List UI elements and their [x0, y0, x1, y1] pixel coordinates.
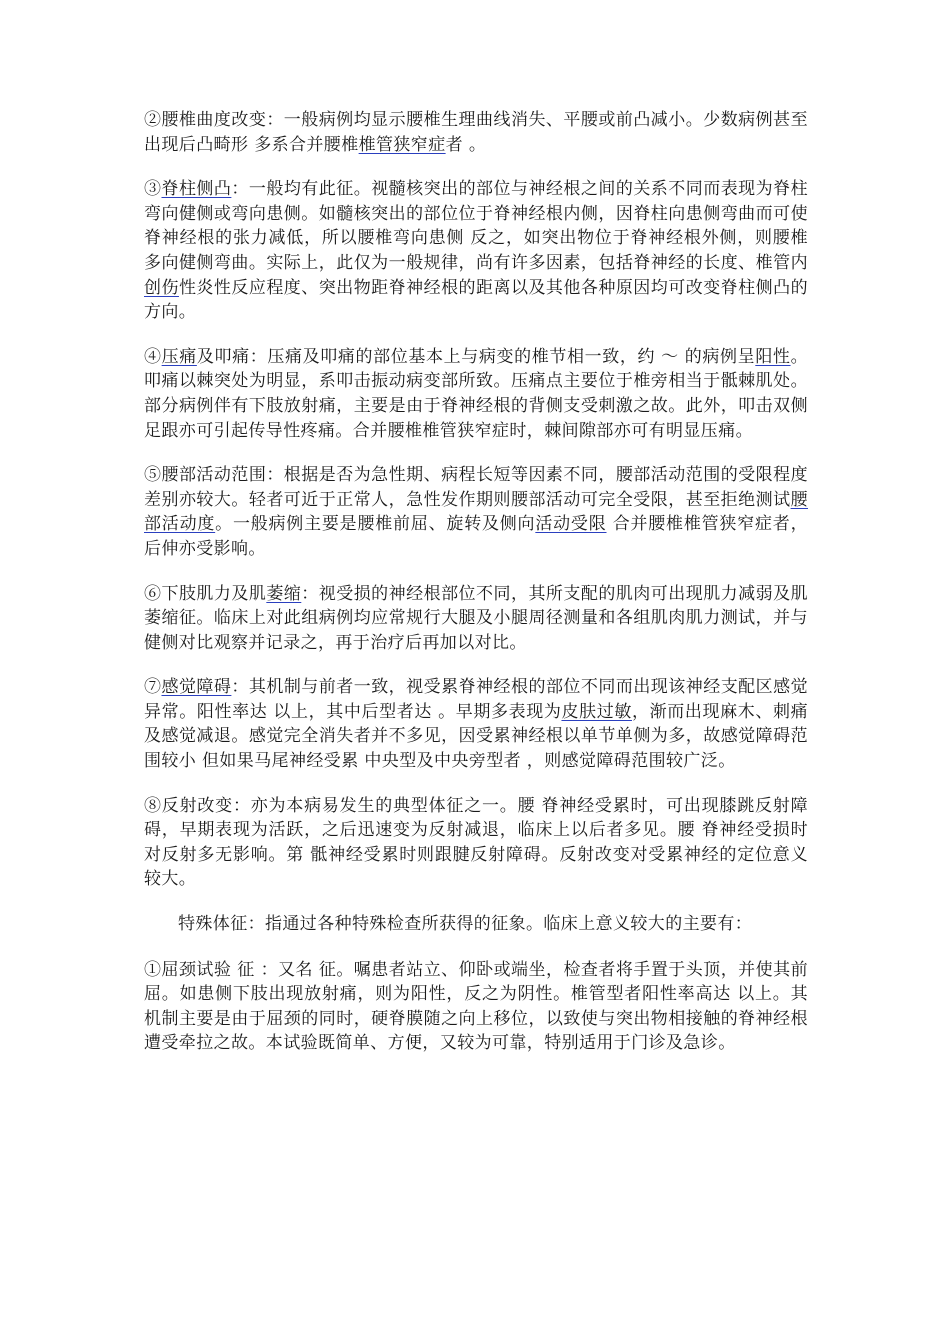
hyperlink[interactable]: 萎缩	[266, 583, 302, 604]
paragraph-text: 。叩痛以棘突处为明显，系叩击振动病变部所致。压痛点主要位于椎旁相当于骶棘肌处。部分病例伴有下肢放射痛，主要是由于脊神经根的背侧支受刺激之故。此外，叩击双侧足跟亦可引起传导性疼痛。合并腰椎椎管狭窄症时，棘间隙部亦可有明显压痛。	[144, 346, 808, 441]
paragraph-text: ④	[144, 346, 162, 367]
paragraph-text: 性炎性反应程度、突出物距脊神经根的距离以及其他各种原因均可改变脊柱侧凸的方向。	[144, 277, 808, 323]
hyperlink[interactable]: 压痛	[161, 346, 197, 367]
paragraph-neck-flexion-test	[144, 958, 808, 1056]
paragraph-text: ：视受损的神经根部位不同，其所支配的肌肉可出现肌力减弱及肌萎缩征。临床上对此组病例均应常规行大腿及小腿周径测量和各组肌肉肌力测试，并与健侧对比观察并记录之，再于治疗后再加以对比。	[144, 583, 808, 653]
paragraph-text: 者 。	[445, 134, 487, 155]
paragraph-text: ③	[144, 179, 162, 200]
hyperlink[interactable]: 创伤	[144, 277, 179, 298]
paragraph-scoliosis	[144, 177, 808, 325]
hyperlink[interactable]: 阳性	[755, 346, 791, 367]
paragraph-text: ⑤腰部活动范围：根据是否为急性期、病程长短等因素不同，腰部活动范围的受限程度差别亦较大。轻者可近于正常人，急性发作期则腰部活动可完全受限，甚至拒绝测试	[144, 465, 808, 510]
paragraph-text: ⑧反射改变：亦为本病易发生的典型体征之一。腰 脊神经受累时，可出现膝跳反射障碍，早期表现为活跃，之后迅速变为反射减退，临床上以后者多见。腰 脊神经受损时对反射多无影响。第 骶神经受累时则跟腱反射障碍。反射改变对受累神经的定位意义较大。	[144, 795, 808, 890]
hyperlink[interactable]: 椎管狭窄症	[358, 134, 446, 155]
paragraph-text: ：其机制与前者一致，视受累脊神经根的部位不同而出现该神经支配区感觉异常。阳性率达 以上，其中后型者达 。早期多表现为	[144, 677, 808, 722]
hyperlink[interactable]: 腰部活动度	[144, 489, 808, 535]
paragraph-text: ⑦	[144, 677, 162, 698]
paragraph-text: ①屈颈试验 征 ：又名 征。嘱患者站立、仰卧或端坐，检查者将手置于头顶，并使其前屈。如患侧下肢出现放射痛，则为阳性，反之为阴性。椎管型者阳性率高达 以上。其机制主要是由于屈颈的同时，硬脊膜随之向上移位，以致使与突出物相接触的脊神经根遭受牵拉之故。本试验既简单、方便，又较为可靠，特别适用于门诊及急诊。	[144, 959, 808, 1054]
paragraph-text: ：一般均有此征。视髓核突出的部位与神经根之间的关系不同而表现为脊柱弯向健侧或弯向患侧。如髓核突出的部位位于脊神经根内侧，因脊柱向患侧弯曲而可使脊神经根的张力减低，所以腰椎弯向患侧 反之，如突出物位于脊神经根外侧，则腰椎多向健侧弯曲。实际上，此仅为一般规律，尚有许多因素，包括脊神经的长度、椎管内	[144, 179, 808, 273]
document-page	[144, 108, 808, 1076]
paragraph-text: ②腰椎曲度改变：一般病例均显示腰椎生理曲线消失、平腰或前凸减小。少数病例甚至出现后凸畸形 多系合并腰椎	[144, 110, 808, 155]
paragraph-sensory-disorder	[144, 675, 808, 773]
hyperlink[interactable]: 感觉障碍	[161, 677, 232, 698]
paragraph-text: 特殊体征：指通过各种特殊检查所获得的征象。临床上意义较大的主要有：	[178, 914, 753, 935]
paragraph-text: 合并腰椎椎管狭窄症者，后伸亦受影响。	[144, 514, 808, 559]
paragraph-special-signs	[144, 912, 808, 937]
paragraph-text: 及叩痛：压痛及叩痛的部位基本上与病变的椎节相一致，约 ～ 的病例呈	[196, 346, 756, 367]
paragraph-muscle-strength	[144, 582, 808, 656]
hyperlink[interactable]: 活动受限	[535, 514, 607, 535]
paragraph-tenderness	[144, 345, 808, 443]
paragraph-text: ⑥下肢肌力及肌	[144, 583, 267, 604]
hyperlink[interactable]: 脊柱侧凸	[161, 179, 232, 200]
paragraph-range-of-motion	[144, 463, 808, 561]
paragraph-lumbar-curvature	[144, 108, 808, 157]
hyperlink[interactable]: 皮肤过敏	[561, 701, 632, 722]
paragraph-text: ，渐而出现麻木、刺痛及感觉减退。感觉完全消失者并不多见，因受累神经根以单节单侧为多，故感觉障碍范围较小 但如果马尾神经受累 中央型及中央旁型者 ，则感觉障碍范围较广泛。	[144, 701, 808, 772]
paragraph-reflex-change	[144, 794, 808, 892]
paragraph-text: 。一般病例主要是腰椎前屈、旋转及侧向	[215, 514, 536, 535]
